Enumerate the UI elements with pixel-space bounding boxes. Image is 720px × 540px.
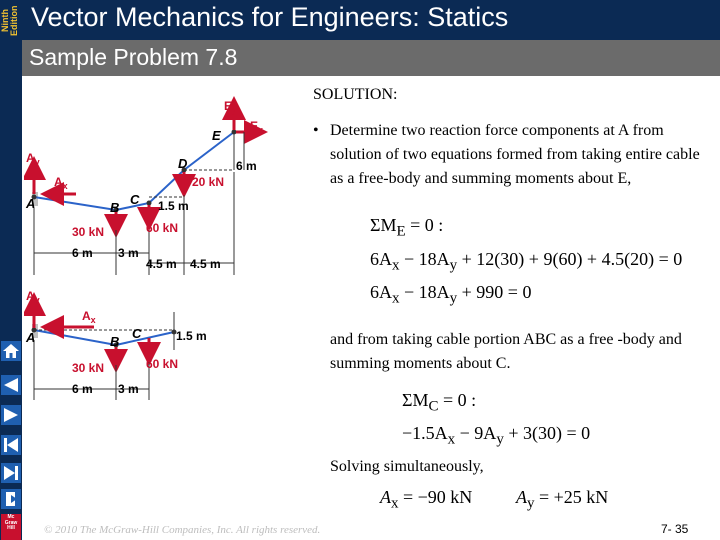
equation-5: $-1.5A_x - 9A_y + 3(30) = 0$ <box>402 423 591 448</box>
label-6m-vertical: 6 m <box>236 159 257 173</box>
label-ex: E <box>250 119 259 133</box>
next-icon[interactable] <box>1 405 21 425</box>
slide-title: Sample Problem 7.8 <box>29 44 238 70</box>
label-60kn: 60 kN <box>146 221 179 235</box>
step1-text: Determine two reaction force components at A from solution of two equations formed from taking entire cable as a free-body and summing moments about E, <box>330 122 700 187</box>
header-bar <box>22 0 720 40</box>
label-span-3m: 3 m <box>118 246 139 260</box>
label-30kn: 30 kN <box>72 225 105 239</box>
label-30kn-2: 30 kN <box>72 361 105 375</box>
page-number: 7- 35 <box>661 522 689 536</box>
copyright: © 2010 The McGraw-Hill Companies, Inc. All rights reserved. <box>44 524 321 536</box>
svg-text:Ay: $A_y$ <box>26 151 40 167</box>
equation-3: $6A_x - 18A_y + 990 = 0$ <box>370 282 532 307</box>
label-20kn: 20 kN <box>192 175 225 189</box>
course-title: Vector Mechanics for Engineers: Statics <box>31 2 509 32</box>
label-span-6m: 6 m <box>72 246 93 260</box>
home-icon[interactable] <box>1 341 21 361</box>
label-span-3m-2: 3 m <box>118 382 139 396</box>
publisher-logo: Mc Graw Hill <box>1 514 21 540</box>
equation-moment-e: $\Sigma M_E = 0$ : <box>370 215 444 240</box>
label-span-4-5m-b: 4.5 m <box>190 257 221 271</box>
step2-text: and from taking cable portion ABC as a free -body and summing moments about C. <box>330 331 682 372</box>
subheader-bar <box>22 40 720 76</box>
label-ay-2: A <box>26 290 35 303</box>
step3-text: Solving simultaneously, <box>330 458 484 475</box>
sidebar <box>0 0 22 540</box>
label-ay: A <box>26 151 35 165</box>
first-icon[interactable] <box>1 435 21 455</box>
previous-icon[interactable] <box>1 375 21 395</box>
label-1-5m-2: 1.5 m <box>176 329 207 343</box>
solution-heading: SOLUTION: <box>313 86 398 103</box>
svg-text:Ax: $A_x$ <box>54 175 68 191</box>
label-b-2: B <box>110 334 120 349</box>
exit-icon[interactable] <box>1 489 21 509</box>
label-a-2: A <box>26 330 36 345</box>
label-e: E <box>212 128 221 143</box>
label-d: D <box>178 156 188 171</box>
equation-moment-c: $\Sigma M_C = 0$ : <box>402 390 477 415</box>
label-b: B <box>110 200 120 215</box>
bullet: • <box>313 122 319 139</box>
label-c: C <box>130 192 140 207</box>
label-c-2: C <box>132 326 142 341</box>
label-a: A <box>26 196 36 211</box>
cable-figure-abc <box>24 290 254 415</box>
last-icon[interactable] <box>1 463 21 483</box>
svg-text:Ax: $A_x$ <box>82 309 96 325</box>
result-ay: $A_y = +25$ kN <box>516 487 609 512</box>
label-span-6m-2: 6 m <box>72 382 93 396</box>
label-ey: E <box>224 99 233 113</box>
label-1-5m: 1.5 m <box>158 199 189 213</box>
svg-text:Ex: $E_x$ <box>250 119 264 135</box>
label-60kn-2: 60 kN <box>146 357 179 371</box>
edition-label: Ninth Edition <box>0 5 19 37</box>
label-ax: A <box>54 175 63 189</box>
label-ax-2: A <box>82 309 91 323</box>
equation-2: $6A_x - 18A_y + 12(30) + 9(60) + 4.5(20) = 0$ <box>370 249 683 274</box>
cable-figure-full <box>24 90 304 280</box>
cable-segment-abc <box>34 330 174 345</box>
svg-text:Ay: $A_y$ <box>26 290 40 305</box>
label-span-4-5m-a: 4.5 m <box>146 257 177 271</box>
svg-text:Ey: $E_y$ <box>224 99 238 115</box>
result-ax: $A_x = -90$ kN <box>380 487 473 512</box>
